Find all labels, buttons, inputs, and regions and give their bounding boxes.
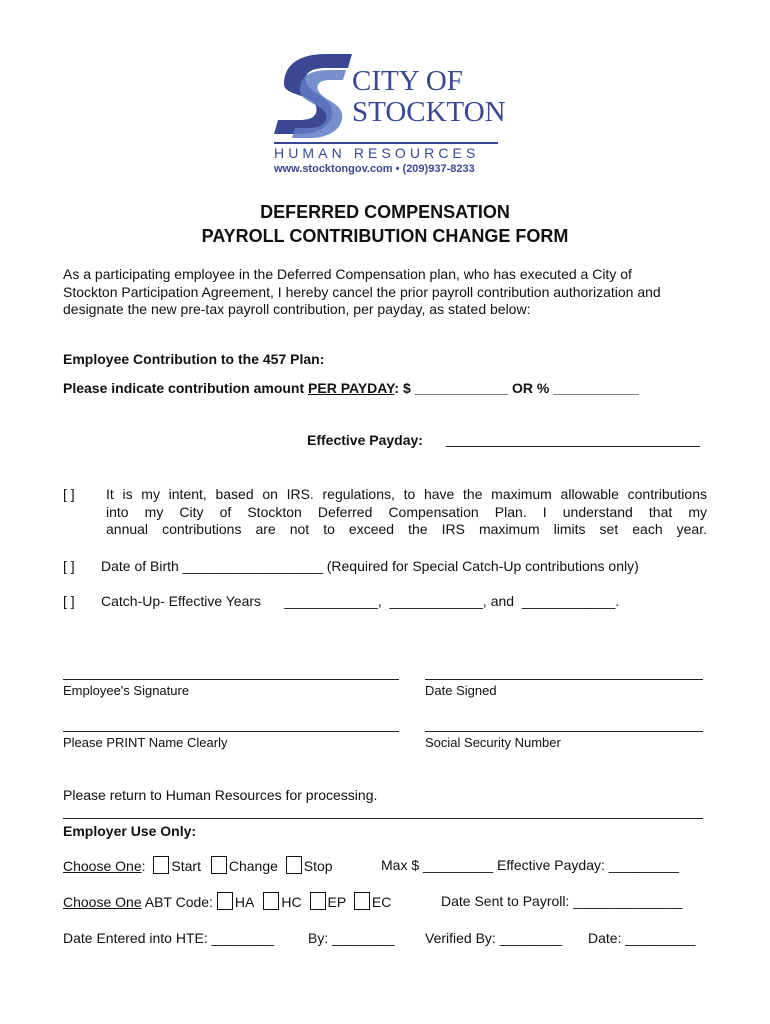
ha-label: HA (234, 894, 254, 910)
employee-signature-label: Employee's Signature (63, 683, 190, 698)
date-signed-label: Date Signed (425, 683, 497, 698)
employer-heading: Employer Use Only: (63, 823, 197, 839)
logo-line1: CITY OF (352, 65, 463, 97)
stop-label: Stop (303, 858, 333, 874)
intro-line: Stockton Participation Agreement, I hereby cancel the prior payroll contribution authorization and (63, 283, 661, 300)
start-checkbox[interactable] (153, 856, 169, 874)
start-label: Start (171, 858, 201, 874)
logo-department: HUMAN RESOURCES (274, 145, 480, 161)
print-name-field[interactable] (63, 731, 399, 732)
ha-checkbox[interactable] (217, 892, 233, 910)
stop-checkbox[interactable] (286, 856, 302, 874)
max-checkbox[interactable]: [ ] (63, 486, 75, 502)
effective-payday-label: Effective Payday: (307, 432, 423, 448)
employee-signature-field[interactable] (63, 679, 399, 680)
max-statement (106, 486, 707, 539)
intro-paragraph (63, 266, 713, 319)
logo-contact: www.stocktongov.com • (209)937-8233 (274, 163, 475, 175)
print-name-label: Please PRINT Name Clearly (63, 735, 228, 750)
logo-rule (274, 142, 498, 144)
choose-colon: : (141, 858, 146, 874)
date-entered-line[interactable]: Date Entered into HTE: ________ (63, 930, 274, 946)
max-line: It is my intent, based on IRS. regulations, to have the maximum allowable contributions (106, 486, 707, 502)
intro-line: As a participating employee in the Deferred Compensation plan, who has executed a City of (63, 266, 632, 282)
contribution-amount-line[interactable] (63, 380, 639, 398)
ep-checkbox[interactable] (310, 892, 326, 910)
max-line: into my City of Stockton Deferred Compensation Plan. I understand that my (106, 503, 707, 520)
date-line[interactable]: Date: _________ (588, 930, 696, 946)
per-payday: PER PAYDAY (308, 380, 395, 396)
date-signed-field[interactable] (425, 679, 703, 680)
by-line[interactable]: By: ________ (308, 930, 395, 946)
indicate-suffix: : $ ____________ OR % ___________ (394, 380, 639, 396)
effective-payday-field[interactable] (446, 446, 700, 447)
change-checkbox[interactable] (211, 856, 227, 874)
choose-status-row (63, 856, 333, 874)
verified-by-line[interactable]: Verified By: ________ (425, 930, 562, 946)
form-title-line1: DEFERRED COMPENSATION (260, 202, 510, 222)
contribution-heading: Employee Contribution to the 457 Plan: (63, 351, 325, 367)
choose-one-label-2: Choose One (63, 894, 142, 910)
hc-label: HC (281, 894, 302, 910)
change-label: Change (228, 858, 278, 874)
logo-city-name (352, 66, 506, 128)
ep-label: EP (327, 894, 346, 910)
return-note: Please return to Human Resources for processing. (63, 787, 378, 803)
divider-line (63, 818, 703, 819)
catchup-line[interactable]: Catch-Up- Effective Years ____________, ____________, and ____________. (101, 593, 620, 609)
ssn-field[interactable] (425, 731, 703, 732)
max-effective-line[interactable]: Max $ _________ Effective Payday: _________ (381, 857, 679, 873)
abt-code-row (63, 892, 391, 910)
date-sent-line[interactable]: Date Sent to Payroll: ______________ (441, 893, 683, 909)
ssn-label: Social Security Number (425, 735, 561, 750)
indicate-prefix: Please indicate contribution amount (63, 380, 309, 396)
ec-label: EC (371, 894, 392, 910)
intro-line: designate the new pre-tax payroll contribution, per payday, as stated below: (63, 301, 531, 317)
choose-one-label: Choose One (63, 858, 142, 874)
max-line: annual contributions are not to exceed the IRS maximum limits set each year. (106, 521, 707, 537)
catchup-checkbox[interactable]: [ ] (63, 593, 75, 609)
ec-checkbox[interactable] (354, 892, 370, 910)
dob-checkbox[interactable]: [ ] (63, 558, 75, 574)
form-title-line2: PAYROLL CONTRIBUTION CHANGE FORM (201, 226, 569, 246)
dob-line[interactable]: Date of Birth __________________ (Required for Special Catch-Up contributions only) (101, 558, 639, 574)
abt-code-label: ABT Code: (141, 894, 213, 910)
hc-checkbox[interactable] (263, 892, 279, 910)
logo-line2: STOCKTON (352, 96, 506, 128)
